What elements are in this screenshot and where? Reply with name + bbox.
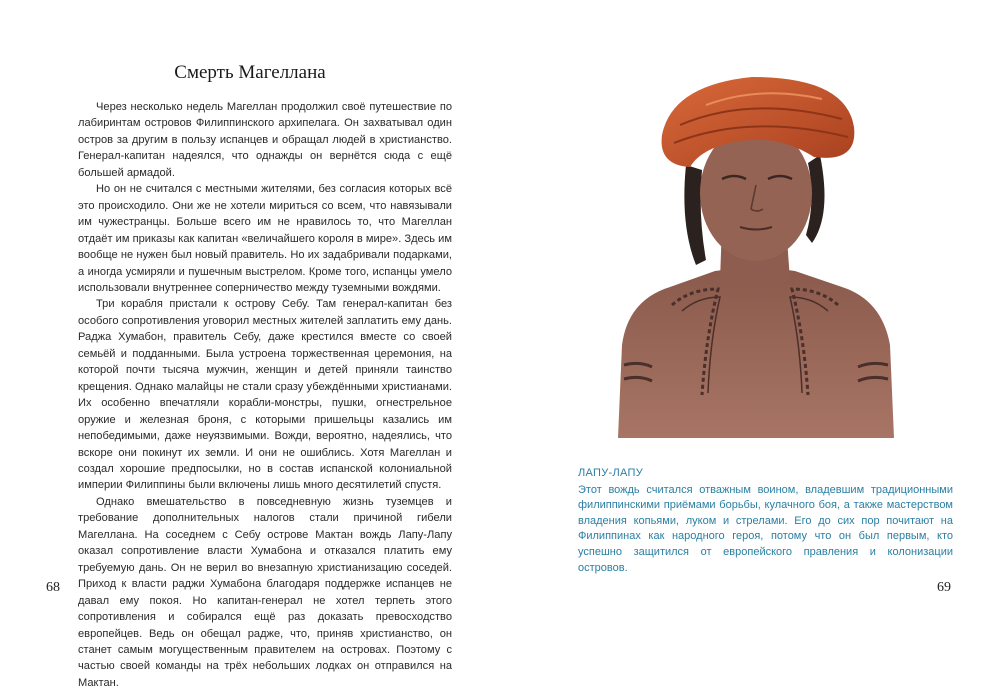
page-number-right: 69 [937, 580, 951, 595]
paragraph: Однако вмешательство в повседневную жизнь туземцев и требование дополнительных налогов стали причиной гибели Магеллана. На соседнем с Себу острове Мактан вождь Лапу-Лапу оказал сопротивление власти Хумабона и отказался платить ему требуемую дань. Он не верил во внезапную христианизацию соседей. Приход к власти раджи Хумабона благодаря поддержке испанцев не давал ему покоя. Но капитан-генерал не хотел терпеть этого сопротивления и собирался ещё раз доказать превосходство европейцев. Ведь он обещал радже, что, приняв христианство, он станет самым могущественным правителем на островах. Поэтому с частью своей команды на трёх небольших лодках он отправился на Мактан. [78, 495, 452, 689]
paragraph: Через несколько недель Магеллан продолжил своё путешествие по лабиринтам островов Филиппинского архипелага. Он захватывал один остров за другим в пользу испанцев и обращал людей в христианство. Генерал-капитан надеялся, что однажды он вернётся сюда с ещё большей армадой. [78, 101, 452, 179]
paragraph: Но он не считался с местными жителями, без согласия которых всё это происходило. Они же не хотели мириться со всем, что навязывали им чужестранцы. Больше всего им не нравилось то, что Магеллан отдаёт им приказы как капитан «величайшего короля в мире». Здесь им вообще не нужен был новый правитель. Но их задабривали подарками, а иногда усмиряли и пушечным выстрелом. Кроме того, испанцы умело использовали внутреннее соперничество между туземными вождями. [78, 183, 452, 294]
page-number-left: 68 [46, 580, 60, 595]
chapter-title: Смерть Магеллана [174, 62, 326, 83]
body-text [78, 99, 452, 691]
portrait-caption [578, 466, 953, 576]
paragraph: Три корабля пристали к острову Себу. Там генерал-капитан без особого сопротивления уговорил местных жителей заплатить ему дань. Раджа Хумабон, правитель Себу, даже крестился вместе со своей семьёй и подданными. Была устроена торжественная церемония, на которой почти тысяча мужчин, женщин и детей приняли таинство крещения. Однако малайцы не стали сразу убеждёнными христианами. Их особенно впечатляли корабли-монстры, пушки, огнестрельное оружие и железная броня, с которыми пришельцы казались им непобедимыми, даже неуязвимыми. Вожди, вероятно, надеялись, что вскоре они покинут их земли. И они не ошиблись. Хотя Магеллан и создал хорошие предпосылки, но в состав испанской колониальной империи Филиппины были включены лишь много десятилетий спустя. [78, 298, 452, 492]
caption-text: Этот вождь считался отважным воином, владевшим традиционными филиппинскими приёмами борьбы, кулачного боя, а также мастерством владения копьями, луком и стрелами. Его до сих пор почитают на Филиппинах как народного героя, потому что он был первым, кто успешно защитился от европейского правления и колонизации островов. [578, 483, 953, 574]
left-page [0, 0, 500, 689]
caption-title: ЛАПУ-ЛАПУ [578, 467, 644, 479]
lapu-lapu-portrait [610, 75, 900, 438]
right-page [500, 0, 1000, 651]
